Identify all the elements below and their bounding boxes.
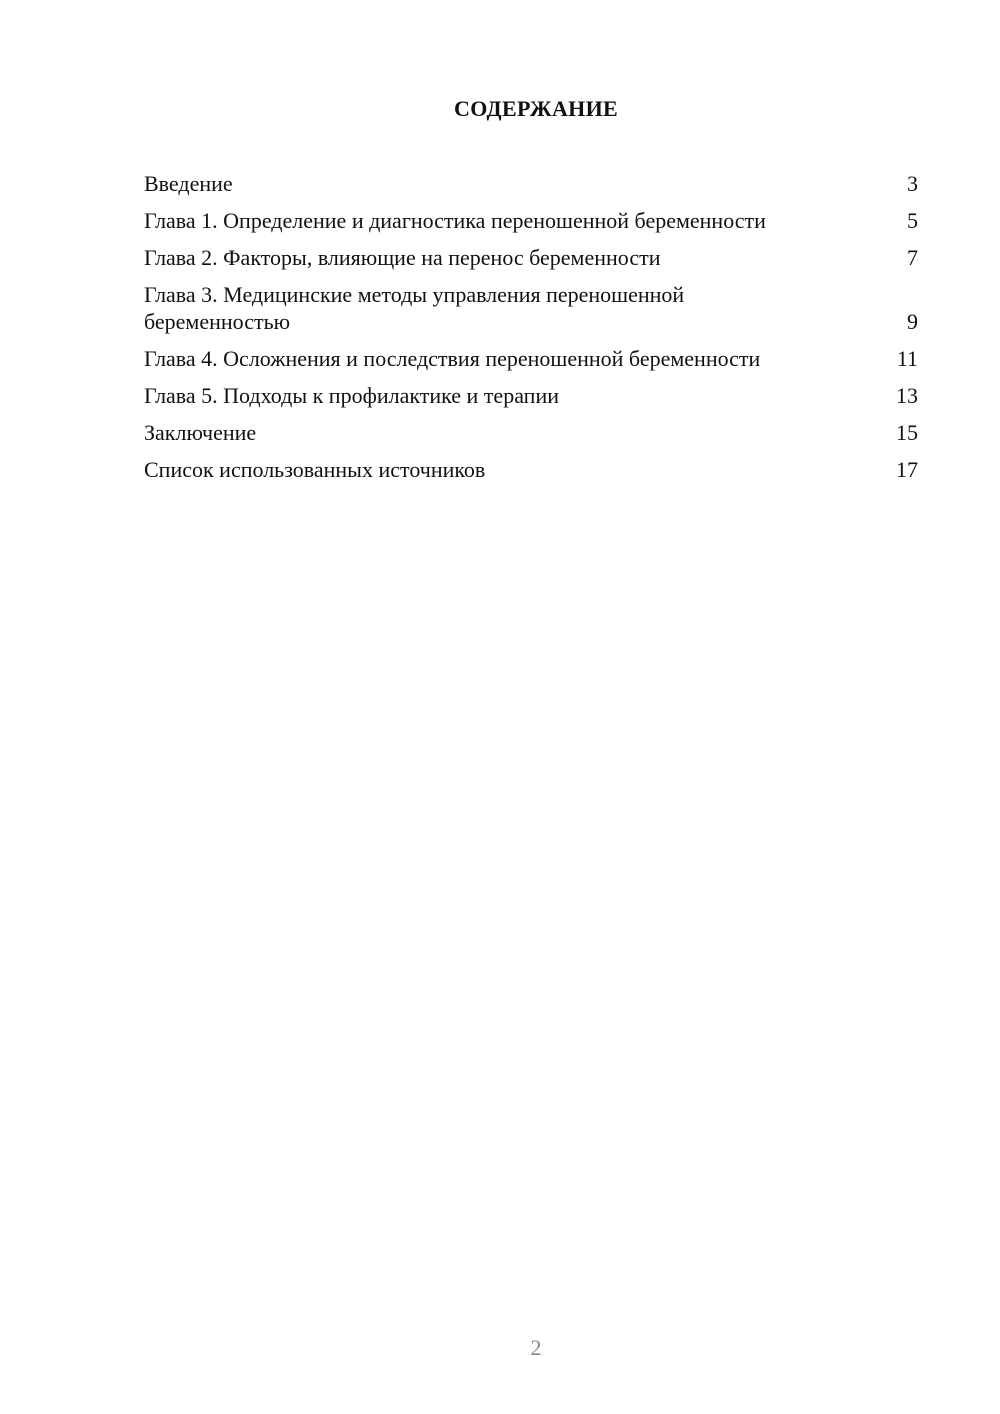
- toc-entry-label: Список использованных источников: [144, 457, 486, 482]
- toc-entry-page: 7: [907, 245, 918, 270]
- toc-entry-label: Глава 1. Определение и диагностика переношенной беременности: [144, 208, 766, 233]
- toc-entry-label: Заключение: [144, 420, 257, 445]
- toc-entry-page: 3: [907, 171, 918, 196]
- toc-entry-page: 13: [896, 383, 918, 408]
- toc-entry-chapter-4[interactable]: [144, 345, 918, 372]
- toc-entry-chapter-3[interactable]: [144, 281, 918, 335]
- page-number: 2: [530, 1335, 542, 1360]
- toc-entry-label: Введение: [144, 171, 233, 196]
- toc-entry-conclusion[interactable]: [144, 419, 918, 446]
- toc-entry-chapter-2[interactable]: [144, 244, 918, 271]
- toc-entry-label: Глава 4. Осложнения и последствия переношенной беременности: [144, 346, 761, 371]
- toc-entry-chapter-5[interactable]: [144, 382, 918, 409]
- toc-entry-references[interactable]: [144, 456, 918, 483]
- toc-entry-page: 5: [907, 208, 918, 233]
- toc-entry-page: 9: [907, 309, 918, 334]
- toc-entry-label: Глава 3. Медицинские методы управления переношенной беременностью: [144, 282, 685, 334]
- toc-entry-introduction[interactable]: [144, 170, 918, 197]
- toc-entry-label: Глава 5. Подходы к профилактике и терапии: [144, 383, 559, 408]
- page-title: СОДЕРЖАНИЕ: [454, 96, 618, 121]
- toc-entry-page: 17: [896, 457, 918, 482]
- toc-entry-page: 15: [896, 420, 918, 445]
- toc-entry-page: 11: [896, 346, 918, 371]
- table-of-contents: [144, 170, 918, 493]
- toc-entry-label: Глава 2. Факторы, влияющие на перенос беременности: [144, 245, 661, 270]
- toc-entry-chapter-1[interactable]: [144, 207, 918, 234]
